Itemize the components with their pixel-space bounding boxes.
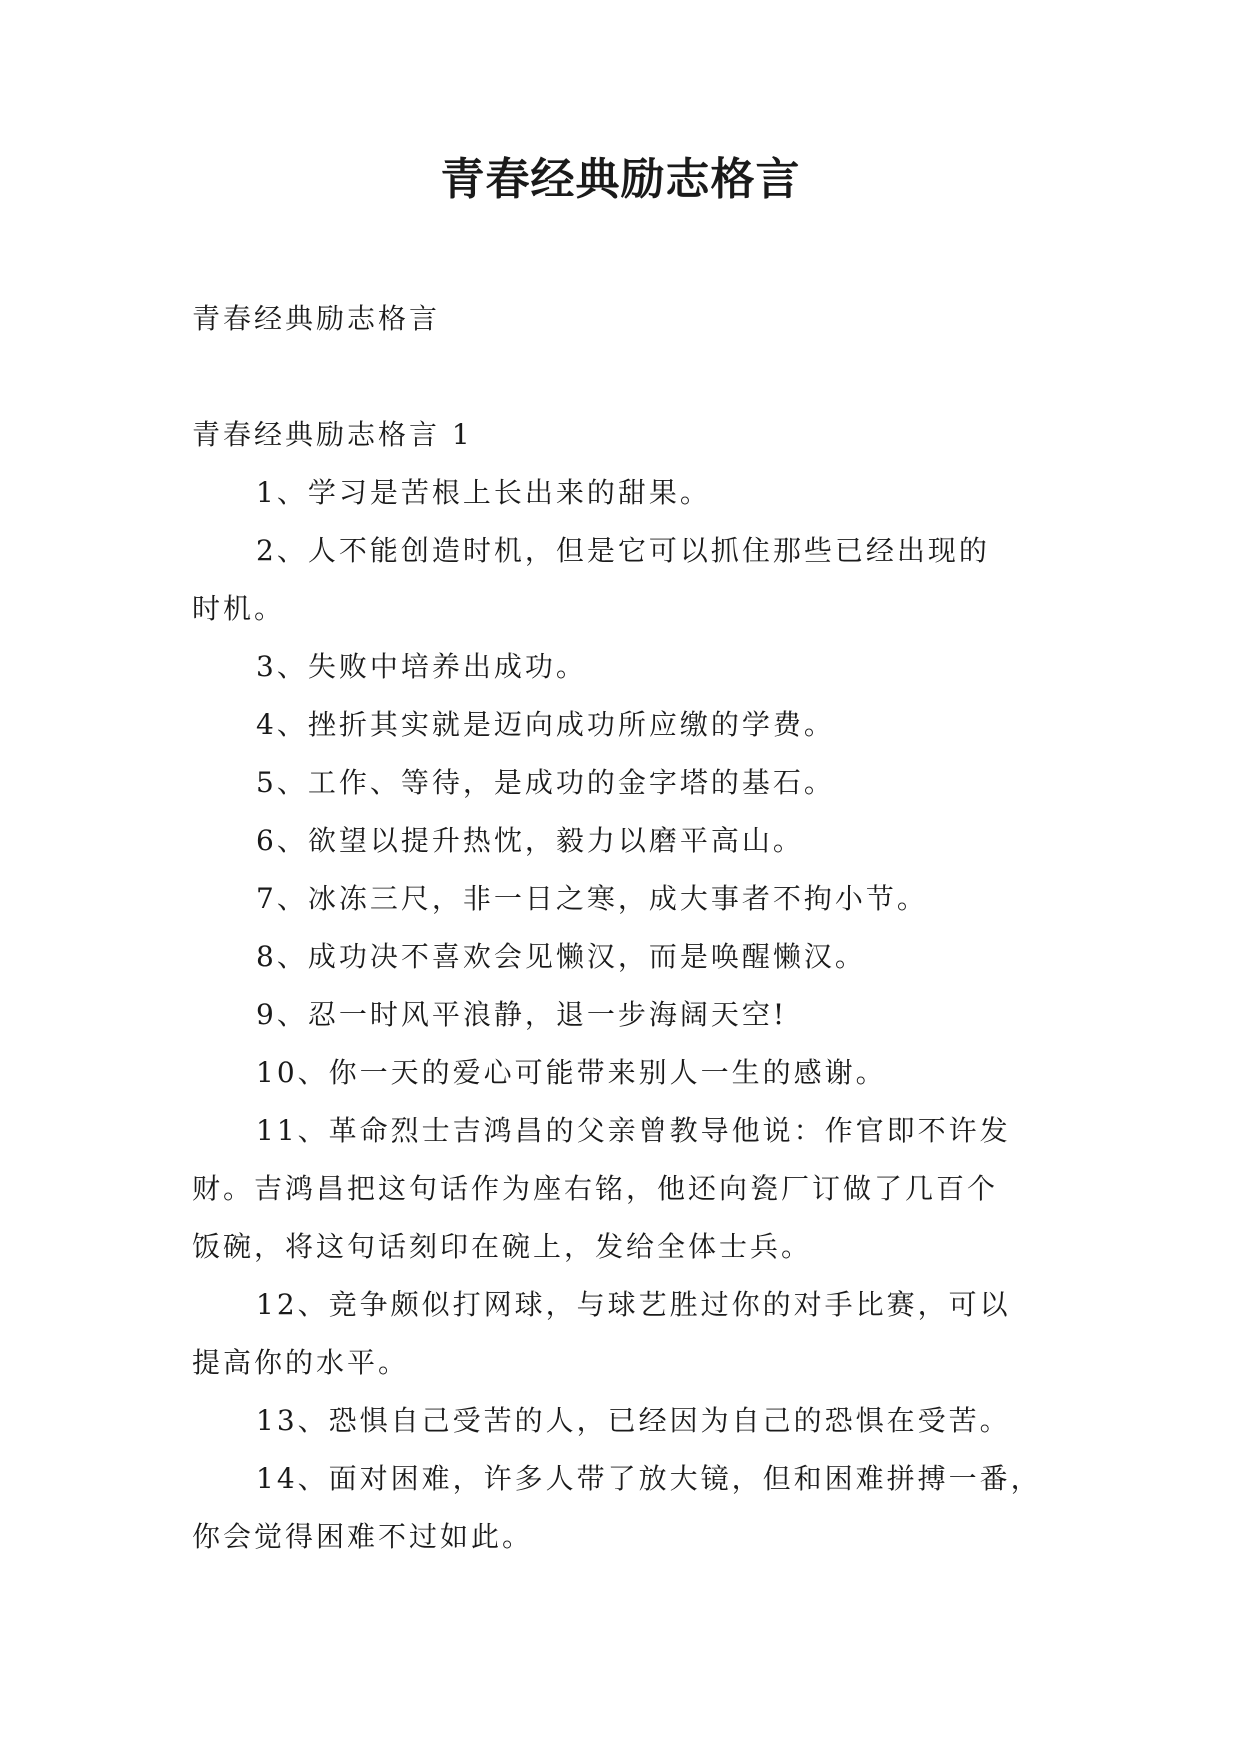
list-item-line: 2、人不能创造时机，但是它可以抓住那些已经出现的 [256, 534, 990, 567]
list-item [192, 1450, 1052, 1566]
list-item [192, 870, 1052, 928]
list-item-line: 3、失败中培养出成功。 [256, 650, 587, 683]
list-item [192, 464, 1052, 522]
list-item [192, 696, 1052, 754]
section-heading: 青春经典励志格言 1 [192, 418, 473, 451]
list-item-line: 9、忍一时风平浪静，退一步海阔天空! [256, 998, 788, 1031]
list-item [192, 1102, 1052, 1276]
list-item-line: 8、成功决不喜欢会见懒汉，而是唤醒懒汉。 [256, 940, 866, 973]
document-title: 青春经典励志格言 [440, 154, 801, 205]
list-item-line: 4、挫折其实就是迈向成功所应缴的学费。 [256, 708, 835, 741]
list-item-line: 财。吉鸿昌把这句话作为座右铭，他还向瓷厂订做了几百个 [192, 1172, 999, 1205]
list-item-line: 14、面对困难，许多人带了放大镜，但和困难拼搏一番， [256, 1462, 1042, 1495]
list-item-line: 10、你一天的爱心可能带来别人一生的感谢。 [256, 1056, 887, 1089]
list-item-line: 提高你的水平。 [192, 1346, 410, 1379]
list-item [192, 754, 1052, 812]
list-item-line: 7、冰冻三尺，非一日之寒，成大事者不拘小节。 [256, 882, 928, 915]
document-subtitle: 青春经典励志格言 [192, 302, 441, 335]
list-item-line: 饭碗，将这句话刻印在碗上，发给全体士兵。 [192, 1230, 813, 1263]
list-item-line: 11、革命烈士吉鸿昌的父亲曾教导他说：作官即不许发 [256, 1114, 1011, 1147]
list-item-line: 你会觉得困难不过如此。 [192, 1520, 534, 1553]
list-item-line: 12、竞争颇似打网球，与球艺胜过你的对手比赛，可以 [256, 1288, 1011, 1321]
list-item-line: 1、学习是苦根上长出来的甜果。 [256, 476, 711, 509]
list-item [192, 1276, 1052, 1392]
list-item [192, 986, 1052, 1044]
list-item [192, 1392, 1052, 1450]
list-item-line: 6、欲望以提升热忱，毅力以磨平高山。 [256, 824, 804, 857]
document-body [192, 290, 1052, 1566]
list-item [192, 928, 1052, 986]
list-item-line: 时机。 [192, 592, 286, 625]
list-item [192, 812, 1052, 870]
list-item [192, 522, 1052, 638]
list-item [192, 1044, 1052, 1102]
list-item [192, 638, 1052, 696]
list-item-line: 5、工作、等待，是成功的金字塔的基石。 [256, 766, 835, 799]
maxim-list [192, 464, 1052, 1566]
list-item-line: 13、恐惧自己受苦的人，已经因为自己的恐惧在受苦。 [256, 1404, 1011, 1437]
